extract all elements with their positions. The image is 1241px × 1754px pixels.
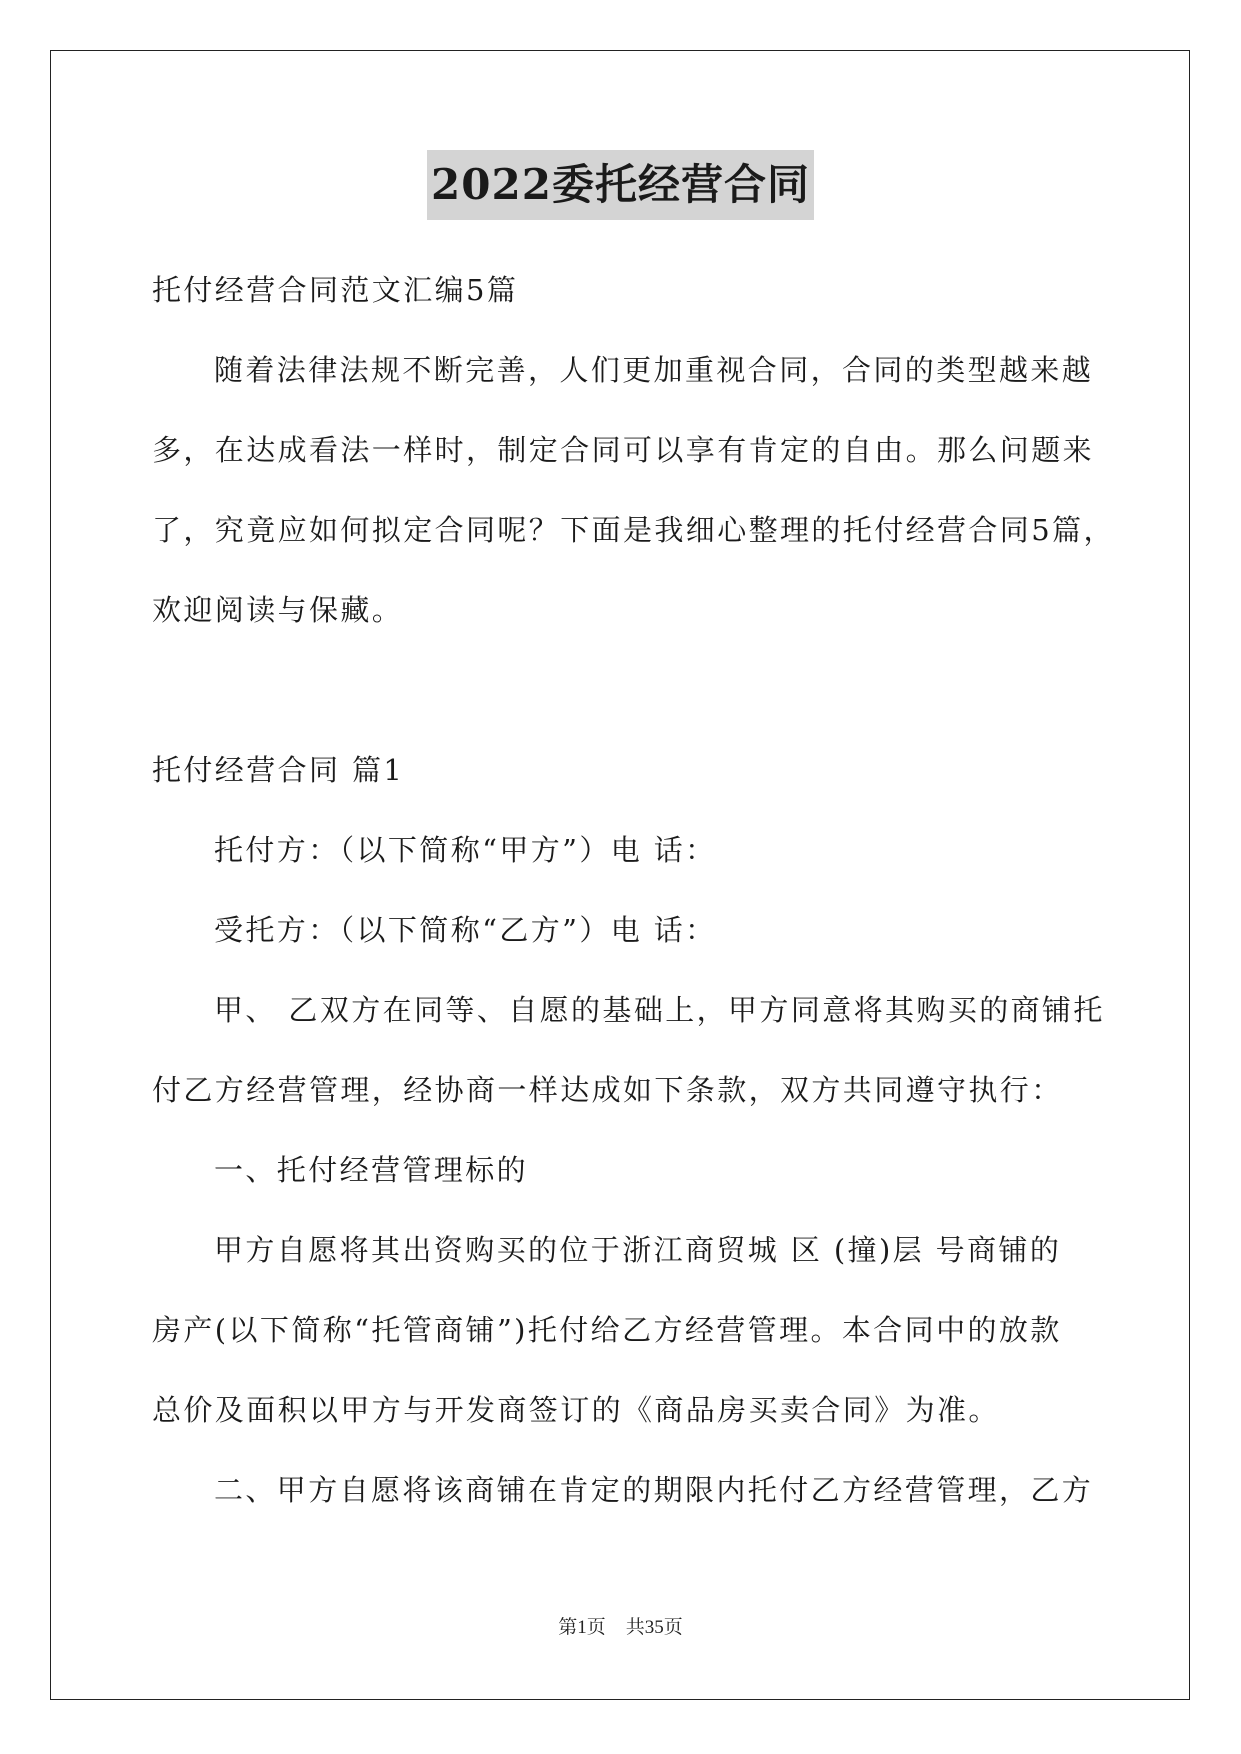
intro-line-3: 了，究竟应如何拟定合同呢？下面是我细心整理的托付经营合同5篇， — [152, 513, 1115, 547]
intro-line-2: 多，在达成看法一样时，制定合同可以享有肯定的自由。那么问题来 — [152, 433, 1095, 467]
agreement-line-2: 付乙方经营管理，经协商一样达成如下条款，双方共同遵守执行： — [152, 1073, 1063, 1107]
clause-1-heading: 一、托付经营管理标的 — [214, 1153, 529, 1187]
intro-line-1: 随着法律法规不断完善，人们更加重视合同，合同的类型越来越 — [214, 353, 1094, 387]
clause-1-line-2: 房产(以下简称“托管商铺”)托付给乙方经营管理。本合同中的放款 — [152, 1313, 1062, 1347]
page-footer — [0, 1612, 1241, 1639]
document-subtitle: 托付经营合同范文汇编5篇 — [152, 273, 519, 307]
intro-line-4: 欢迎阅读与保藏。 — [152, 593, 404, 627]
clause-1-line-3: 总价及面积以甲方与开发商签订的《商品房买卖合同》为准。 — [152, 1393, 1000, 1427]
agreement-line-1: 甲、 乙双方在同等、自愿的基础上，甲方同意将其购买的商铺托 — [214, 993, 1105, 1027]
document-title: 2022委托经营合同 — [427, 150, 814, 220]
page-number: 第1页 — [558, 1617, 606, 1638]
section-heading: 托付经营合同 篇1 — [152, 753, 405, 787]
clause-2-line: 二、甲方自愿将该商铺在肯定的期限内托付乙方经营管理，乙方 — [214, 1473, 1094, 1507]
party-a-line: 托付方：（以下简称“甲方”）电 话： — [214, 833, 717, 867]
page-total: 共35页 — [625, 1617, 683, 1638]
clause-1-line-1: 甲方自愿将其出资购买的位于浙江商贸城 区 (撞)层 号商铺的 — [214, 1233, 1062, 1267]
party-b-line: 受托方：（以下简称“乙方”）电 话： — [214, 913, 717, 947]
title-container — [0, 150, 1241, 220]
